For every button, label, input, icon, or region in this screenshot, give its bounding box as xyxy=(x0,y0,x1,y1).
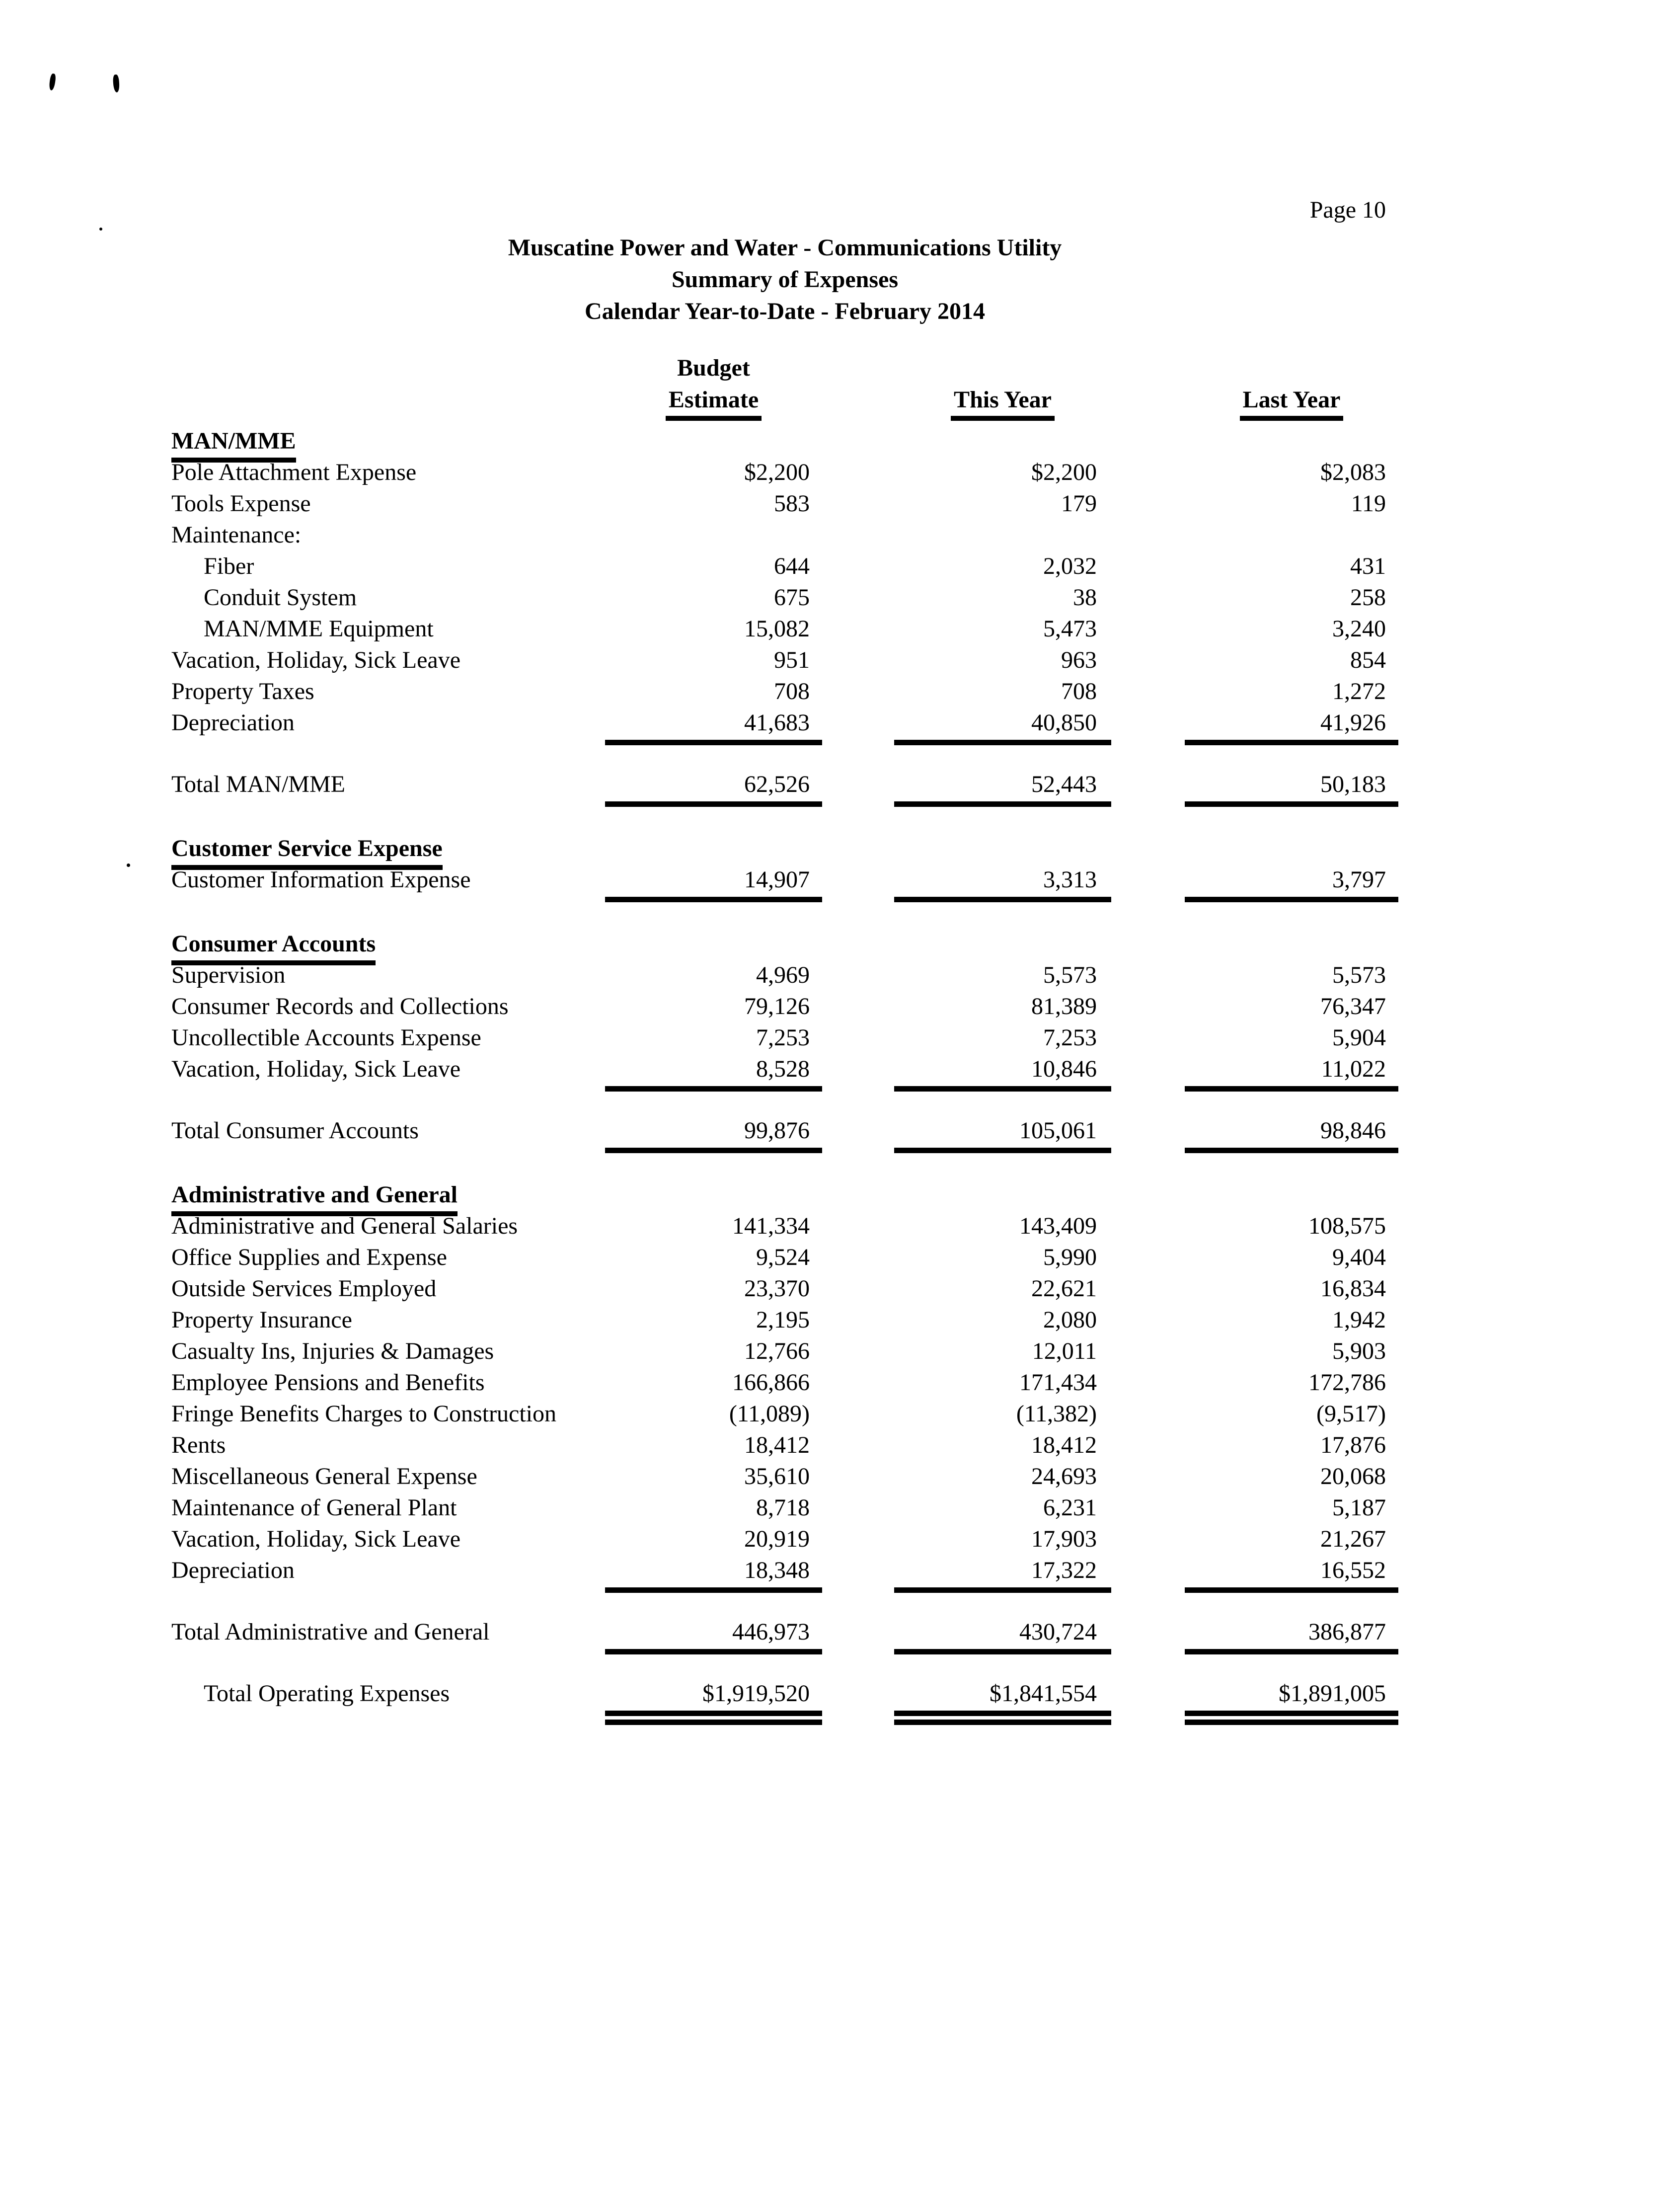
column-underline-rule xyxy=(171,740,1398,745)
report-period: Calendar Year-to-Date - February 2014 xyxy=(584,298,986,324)
column-header-budget: Budget xyxy=(677,355,750,381)
table-row xyxy=(171,1335,1398,1367)
budget-estimate-value: 23,370 xyxy=(744,1275,810,1302)
budget-estimate-value: 583 xyxy=(774,490,810,517)
rule-segment xyxy=(605,1649,822,1654)
row-label: Administrative and General Salaries xyxy=(171,1213,518,1239)
section-total-label: Total Consumer Accounts xyxy=(171,1117,419,1144)
budget-estimate-value: 62,526 xyxy=(744,771,810,797)
row-label: Property Taxes xyxy=(171,678,314,705)
budget-estimate-value: 4,969 xyxy=(756,962,810,988)
scan-artifact-dot xyxy=(99,228,102,231)
this-year-value: 10,846 xyxy=(1031,1056,1097,1082)
this-year-value: 2,032 xyxy=(1043,553,1097,579)
column-header-estimate-label: Estimate xyxy=(666,386,762,421)
budget-estimate-value: 2,195 xyxy=(756,1307,810,1333)
section-total-row xyxy=(171,769,1398,800)
budget-estimate-value: 8,528 xyxy=(756,1056,810,1082)
budget-estimate-value: $2,200 xyxy=(744,459,810,485)
budget-estimate-value: 15,082 xyxy=(744,616,810,642)
table-row xyxy=(171,1429,1398,1461)
rule-segment xyxy=(605,1720,822,1725)
this-year-value: 24,693 xyxy=(1031,1463,1097,1490)
last-year-value: 50,183 xyxy=(1320,771,1386,797)
last-year-value: (9,517) xyxy=(1316,1401,1386,1427)
this-year-value: 17,322 xyxy=(1031,1557,1097,1583)
row-label: Property Insurance xyxy=(171,1307,352,1333)
row-label: Supervision xyxy=(171,962,286,988)
row-label: Consumer Records and Collections xyxy=(171,993,509,1020)
column-underline-rule xyxy=(171,1587,1398,1593)
budget-estimate-value: $1,919,520 xyxy=(702,1680,810,1707)
row-label: Uncollectible Accounts Expense xyxy=(171,1024,481,1051)
this-year-value: 52,443 xyxy=(1031,771,1097,797)
budget-estimate-value: 18,348 xyxy=(744,1557,810,1583)
row-label: Vacation, Holiday, Sick Leave xyxy=(171,1526,461,1552)
rule-segment xyxy=(1185,1720,1398,1725)
this-year-value: 12,011 xyxy=(1032,1338,1097,1364)
budget-estimate-value: 708 xyxy=(774,678,810,705)
row-label: Miscellaneous General Expense xyxy=(171,1463,477,1490)
rule-segment xyxy=(894,897,1111,902)
column-header-last-year-label: Last Year xyxy=(1240,386,1344,421)
scan-artifact-mark xyxy=(113,75,120,93)
table-row xyxy=(171,1492,1398,1523)
last-year-value: 1,942 xyxy=(1332,1307,1386,1333)
rule-segment xyxy=(894,801,1111,807)
budget-estimate-value: (11,089) xyxy=(729,1401,810,1427)
report-title: Muscatine Power and Water - Communications Utility xyxy=(508,235,1062,261)
last-year-value: 3,797 xyxy=(1332,866,1386,893)
row-label: Tools Expense xyxy=(171,490,311,517)
budget-estimate-value: 14,907 xyxy=(744,866,810,893)
rule-segment xyxy=(1185,740,1398,745)
table-row xyxy=(171,457,1398,488)
section-heading: Customer Service Expense xyxy=(171,833,443,870)
last-year-value: 172,786 xyxy=(1308,1369,1386,1396)
last-year-value: 108,575 xyxy=(1308,1213,1386,1239)
this-year-value: 17,903 xyxy=(1031,1526,1097,1552)
column-underline-rule xyxy=(171,897,1398,902)
this-year-value: 22,621 xyxy=(1031,1275,1097,1302)
rule-segment xyxy=(894,1711,1111,1716)
table-row xyxy=(171,1022,1398,1053)
table-row xyxy=(171,519,1398,550)
budget-estimate-value: 9,524 xyxy=(756,1244,810,1270)
budget-estimate-value: 7,253 xyxy=(756,1024,810,1051)
rule-segment xyxy=(605,1148,822,1153)
rule-segment xyxy=(605,897,822,902)
budget-estimate-value: 644 xyxy=(774,553,810,579)
row-label: Vacation, Holiday, Sick Leave xyxy=(171,1056,461,1082)
column-header-last-year xyxy=(1185,386,1398,421)
row-label: Vacation, Holiday, Sick Leave xyxy=(171,647,461,673)
this-year-value: 81,389 xyxy=(1031,993,1097,1020)
this-year-value: 171,434 xyxy=(1019,1369,1097,1396)
row-label: Office Supplies and Expense xyxy=(171,1244,447,1270)
column-underline-rule xyxy=(171,1649,1398,1654)
rule-segment xyxy=(1185,897,1398,902)
column-header-this-year-label: This Year xyxy=(951,386,1055,421)
last-year-value: 854 xyxy=(1350,647,1386,673)
this-year-value: $1,841,554 xyxy=(990,1680,1097,1707)
rule-segment xyxy=(894,1720,1111,1725)
table-row xyxy=(171,488,1398,519)
column-underline-rule xyxy=(171,801,1398,807)
row-label: Fringe Benefits Charges to Construction xyxy=(171,1401,557,1427)
table-row xyxy=(171,959,1398,991)
budget-estimate-value: 35,610 xyxy=(744,1463,810,1490)
section-heading-row xyxy=(171,425,1398,457)
budget-estimate-value: 18,412 xyxy=(744,1432,810,1458)
last-year-value: 17,876 xyxy=(1320,1432,1386,1458)
column-header-budget-estimate xyxy=(605,386,822,421)
budget-estimate-value: 141,334 xyxy=(732,1213,810,1239)
this-year-value: 18,412 xyxy=(1031,1432,1097,1458)
rule-segment xyxy=(1185,1711,1398,1716)
this-year-value: 708 xyxy=(1061,678,1097,705)
column-underline-rule xyxy=(171,1086,1398,1092)
table-row xyxy=(171,1210,1398,1242)
scan-artifact-dot xyxy=(127,863,130,867)
row-label: MAN/MME Equipment xyxy=(204,616,434,642)
last-year-value: 98,846 xyxy=(1320,1117,1386,1144)
row-label: Employee Pensions and Benefits xyxy=(171,1369,485,1396)
rule-segment xyxy=(1185,1086,1398,1092)
last-year-value: $2,083 xyxy=(1320,459,1386,485)
grand-total-label: Total Operating Expenses xyxy=(204,1680,450,1707)
section-heading: Consumer Accounts xyxy=(171,928,376,965)
table-row xyxy=(171,707,1398,738)
table-row xyxy=(171,1273,1398,1304)
section-total-row xyxy=(171,1616,1398,1647)
section-total-label: Total MAN/MME xyxy=(171,771,345,797)
this-year-value: 5,473 xyxy=(1043,616,1097,642)
rule-segment xyxy=(894,1587,1111,1593)
row-label: Customer Information Expense xyxy=(171,866,471,893)
last-year-value: 5,573 xyxy=(1332,962,1386,988)
last-year-value: 3,240 xyxy=(1332,616,1386,642)
section-heading: Administrative and General xyxy=(171,1179,458,1216)
row-label: Casualty Ins, Injuries & Damages xyxy=(171,1338,494,1364)
rule-segment xyxy=(605,801,822,807)
this-year-value: 5,990 xyxy=(1043,1244,1097,1270)
row-label: Depreciation xyxy=(171,1557,295,1583)
budget-estimate-value: 675 xyxy=(774,584,810,611)
table-row xyxy=(171,1461,1398,1492)
table-row xyxy=(171,1304,1398,1335)
table-row xyxy=(171,582,1398,613)
last-year-value: 5,904 xyxy=(1332,1024,1386,1051)
this-year-value: 5,573 xyxy=(1043,962,1097,988)
this-year-value: (11,382) xyxy=(1016,1401,1097,1427)
table-row xyxy=(171,550,1398,582)
this-year-value: 105,061 xyxy=(1019,1117,1097,1144)
table-row xyxy=(171,613,1398,644)
column-header-this-year xyxy=(894,386,1111,421)
this-year-value: 430,724 xyxy=(1019,1619,1097,1645)
last-year-value: 5,903 xyxy=(1332,1338,1386,1364)
this-year-value: 3,313 xyxy=(1043,866,1097,893)
row-label: Maintenance: xyxy=(171,522,302,548)
last-year-value: 21,267 xyxy=(1320,1526,1386,1552)
row-label: Conduit System xyxy=(204,584,357,611)
rule-segment xyxy=(894,1086,1111,1092)
this-year-value: 7,253 xyxy=(1043,1024,1097,1051)
section-heading: MAN/MME xyxy=(171,425,296,463)
this-year-value: 963 xyxy=(1061,647,1097,673)
last-year-value: 5,187 xyxy=(1332,1494,1386,1521)
last-year-value: 1,272 xyxy=(1332,678,1386,705)
table-row xyxy=(171,991,1398,1022)
last-year-value: 16,552 xyxy=(1320,1557,1386,1583)
page-number: Page 10 xyxy=(1309,197,1386,223)
budget-estimate-value: 8,718 xyxy=(756,1494,810,1521)
table-row xyxy=(171,676,1398,707)
budget-estimate-value: 99,876 xyxy=(744,1117,810,1144)
table-row xyxy=(171,1398,1398,1429)
rule-segment xyxy=(1185,801,1398,807)
last-year-value: 11,022 xyxy=(1321,1056,1386,1082)
table-row xyxy=(171,864,1398,895)
row-label: Pole Attachment Expense xyxy=(171,459,417,485)
rule-segment xyxy=(1185,1148,1398,1153)
last-year-value: $1,891,005 xyxy=(1279,1680,1386,1707)
section-total-label: Total Administrative and General xyxy=(171,1619,490,1645)
this-year-value: 6,231 xyxy=(1043,1494,1097,1521)
section-heading-row xyxy=(171,928,1398,959)
last-year-value: 386,877 xyxy=(1308,1619,1386,1645)
table-row xyxy=(171,1555,1398,1586)
rule-segment xyxy=(605,1086,822,1092)
rule-segment xyxy=(894,740,1111,745)
table-row xyxy=(171,1242,1398,1273)
section-total-row xyxy=(171,1115,1398,1146)
last-year-value: 431 xyxy=(1350,553,1386,579)
scan-artifact-mark xyxy=(49,73,57,90)
expense-table xyxy=(171,425,1398,1725)
last-year-value: 9,404 xyxy=(1332,1244,1386,1270)
budget-estimate-value: 41,683 xyxy=(744,709,810,736)
table-row xyxy=(171,644,1398,676)
row-label: Rents xyxy=(171,1432,226,1458)
table-row xyxy=(171,1053,1398,1085)
budget-estimate-value: 951 xyxy=(774,647,810,673)
rule-segment xyxy=(1185,1649,1398,1654)
column-underline-rule xyxy=(171,1148,1398,1153)
rule-segment xyxy=(605,1587,822,1593)
row-label: Maintenance of General Plant xyxy=(171,1494,457,1521)
row-label: Depreciation xyxy=(171,709,295,736)
this-year-value: 38 xyxy=(1073,584,1097,611)
rule-segment xyxy=(605,1711,822,1716)
section-heading-row xyxy=(171,833,1398,864)
table-row xyxy=(171,1367,1398,1398)
budget-estimate-value: 79,126 xyxy=(744,993,810,1020)
this-year-value: 40,850 xyxy=(1031,709,1097,736)
grand-total-double-rule xyxy=(171,1711,1398,1725)
section-heading-row xyxy=(171,1179,1398,1210)
row-label: Fiber xyxy=(204,553,254,579)
budget-estimate-value: 446,973 xyxy=(732,1619,810,1645)
this-year-value: 2,080 xyxy=(1043,1307,1097,1333)
budget-estimate-value: 166,866 xyxy=(732,1369,810,1396)
budget-estimate-value: 20,919 xyxy=(744,1526,810,1552)
last-year-value: 119 xyxy=(1351,490,1386,517)
this-year-value: 143,409 xyxy=(1019,1213,1097,1239)
this-year-value: 179 xyxy=(1061,490,1097,517)
rule-segment xyxy=(605,740,822,745)
report-subtitle: Summary of Expenses xyxy=(671,266,899,293)
rule-segment xyxy=(1185,1587,1398,1593)
rule-segment xyxy=(894,1148,1111,1153)
last-year-value: 16,834 xyxy=(1320,1275,1386,1302)
last-year-value: 76,347 xyxy=(1320,993,1386,1020)
table-row xyxy=(171,1523,1398,1555)
this-year-value: $2,200 xyxy=(1031,459,1097,485)
budget-estimate-value: 12,766 xyxy=(744,1338,810,1364)
last-year-value: 20,068 xyxy=(1320,1463,1386,1490)
rule-segment xyxy=(894,1649,1111,1654)
last-year-value: 41,926 xyxy=(1320,709,1386,736)
row-label: Outside Services Employed xyxy=(171,1275,437,1302)
last-year-value: 258 xyxy=(1350,584,1386,611)
grand-total-row xyxy=(171,1678,1398,1709)
